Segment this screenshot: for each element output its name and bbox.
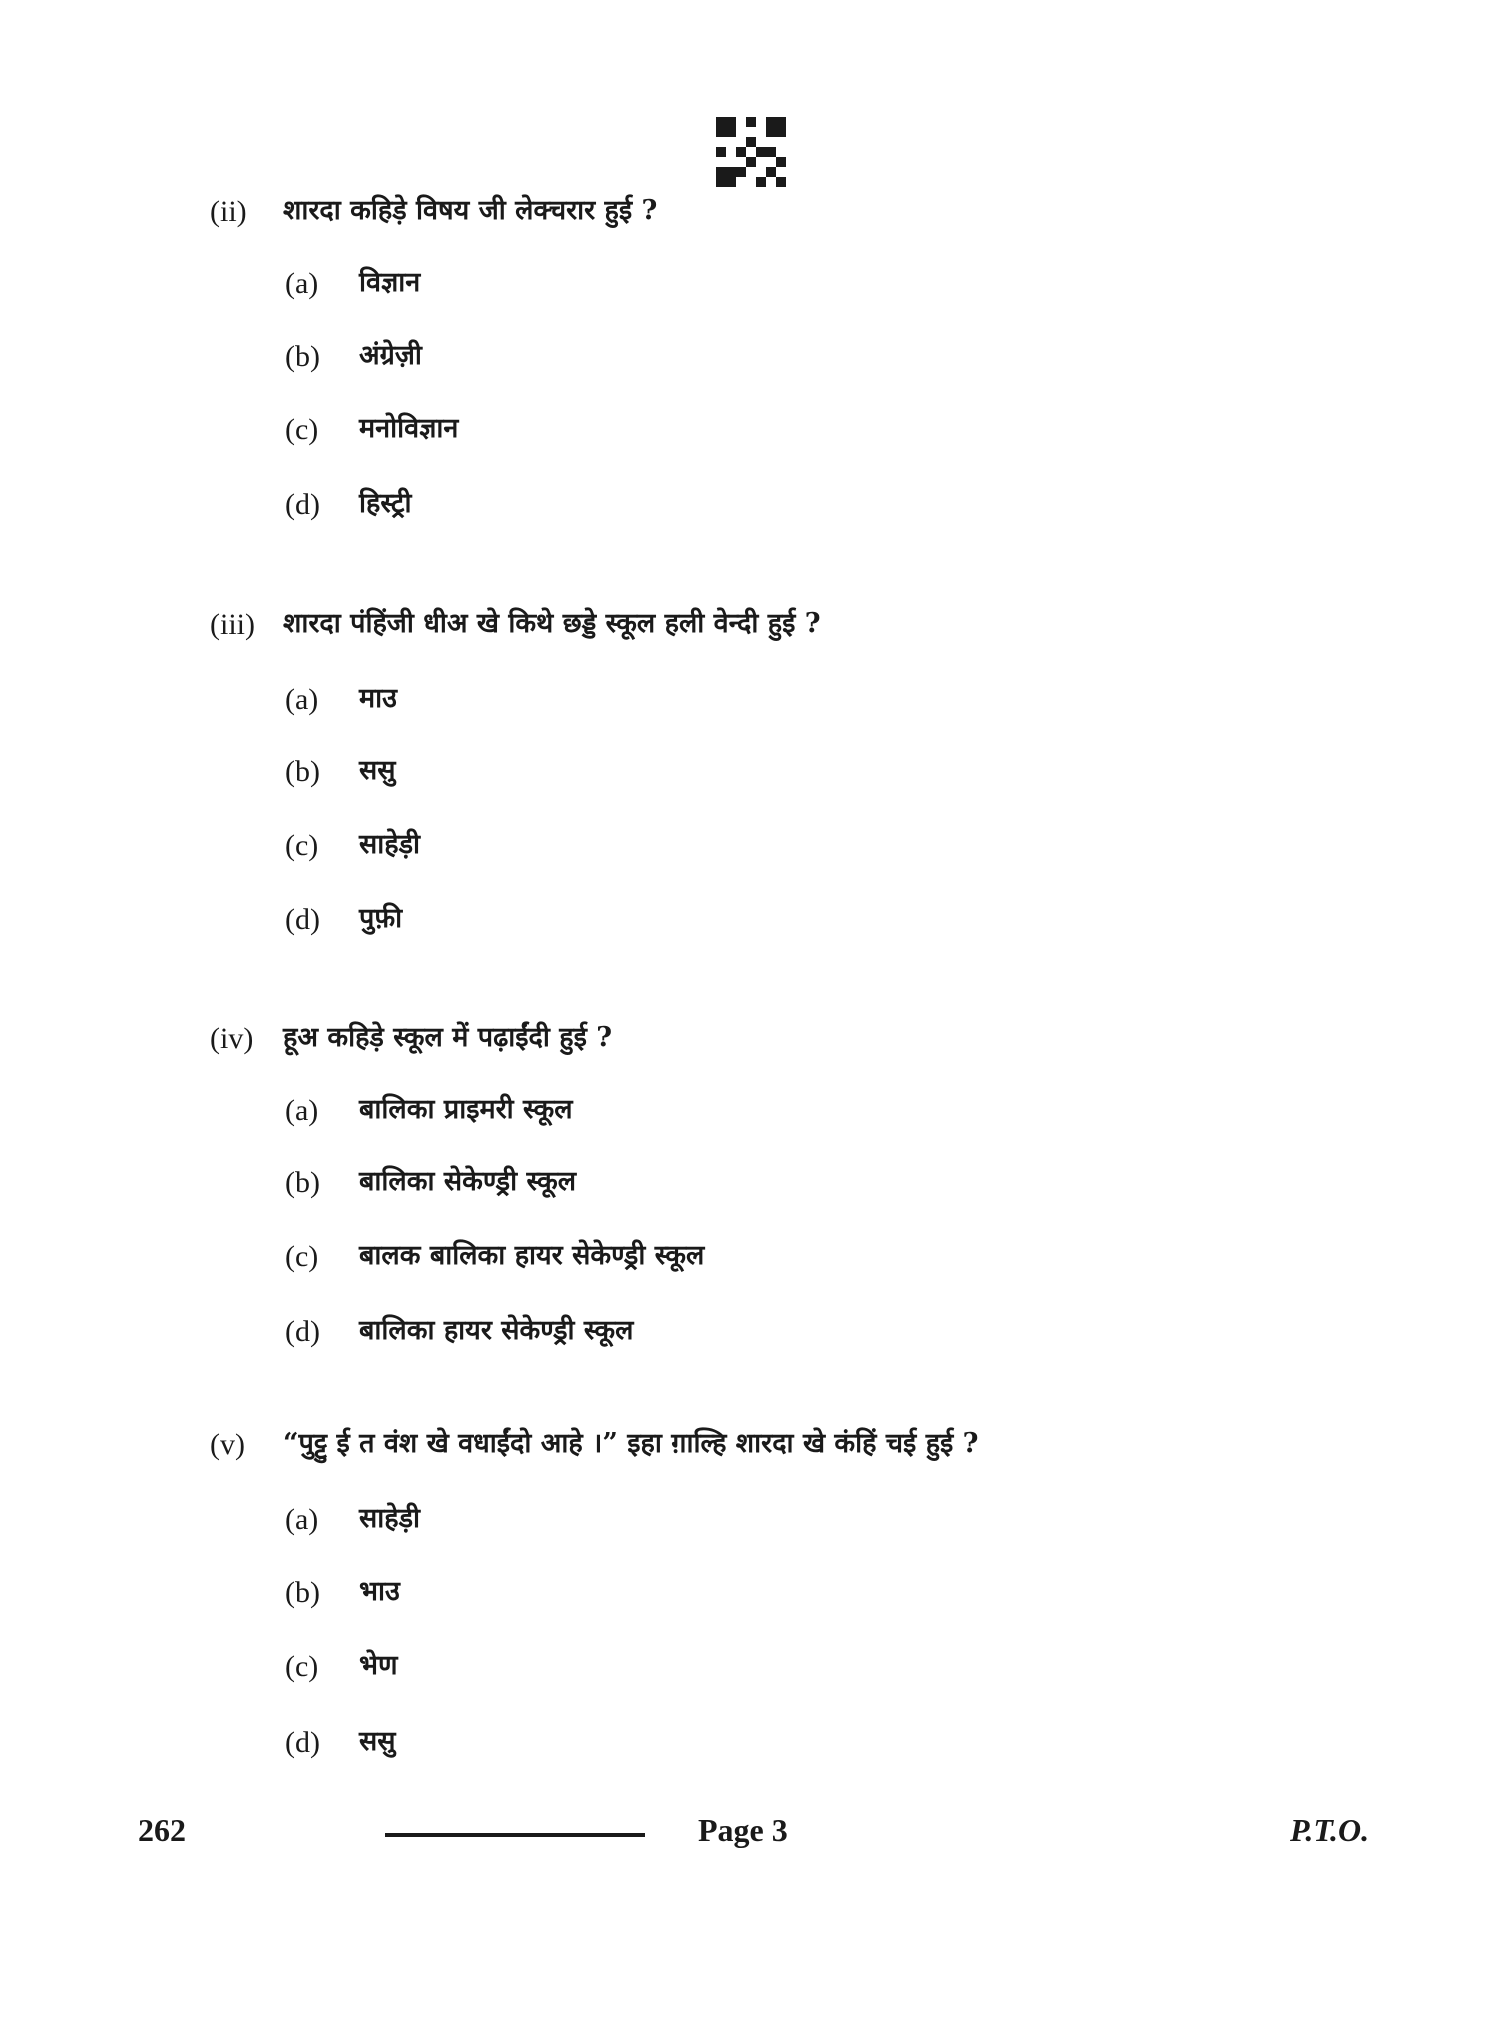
option-text: बालिका प्राइमरी स्कूल	[359, 1094, 573, 1125]
question-text: शारदा कहिड़े विषय जी लेक्चरार हुई ?	[283, 195, 658, 226]
option-text: माउ	[359, 683, 397, 714]
option-label: (b)	[285, 340, 320, 373]
option-text: भाउ	[359, 1576, 400, 1607]
option-label: (d)	[285, 903, 320, 936]
option-text: अंग्रेज़ी	[359, 340, 422, 371]
option-text: मनोविज्ञान	[359, 413, 459, 444]
option-label: (b)	[285, 1576, 320, 1609]
footer-divider	[385, 1833, 645, 1837]
option-text: हिस्ट्री	[359, 488, 412, 519]
option-label: (c)	[285, 1650, 319, 1683]
option-label: (d)	[285, 1726, 320, 1759]
option-text: विज्ञान	[359, 267, 421, 298]
option-text: भेण	[359, 1650, 398, 1681]
option-text: ससु	[359, 755, 396, 786]
option-text: पुफ़ी	[359, 903, 403, 934]
question-number: (v)	[210, 1428, 245, 1461]
option-text: बालिका हायर सेकेण्ड्री स्कूल	[359, 1315, 634, 1346]
page-number: Page 3	[698, 1812, 788, 1848]
option-label: (d)	[285, 488, 320, 521]
paper-code: 262	[138, 1812, 186, 1848]
option-label: (a)	[285, 1503, 319, 1536]
question-number: (iv)	[210, 1022, 254, 1055]
qr-code-icon	[716, 117, 786, 187]
option-text: बालिका सेकेण्ड्री स्कूल	[359, 1166, 577, 1197]
question-number: (iii)	[210, 608, 255, 641]
option-label: (d)	[285, 1315, 320, 1348]
option-text: साहेड़ी	[359, 829, 421, 860]
option-label: (a)	[285, 267, 319, 300]
option-label: (c)	[285, 1240, 319, 1273]
option-text: बालक बालिका हायर सेकेण्ड्री स्कूल	[359, 1240, 705, 1271]
option-label: (c)	[285, 413, 319, 446]
option-label: (b)	[285, 755, 320, 788]
question-text: हूअ कहिड़े स्कूल में पढ़ाईंदी हुई ?	[283, 1022, 613, 1053]
question-text: शारदा पंहिंजी धीअ खे किथे छड्डे स्कूल हली वेन्दी हुई ?	[283, 608, 821, 639]
option-text: साहेड़ी	[359, 1503, 421, 1534]
option-text: ससु	[359, 1726, 396, 1757]
option-label: (b)	[285, 1166, 320, 1199]
question-number: (ii)	[210, 195, 247, 228]
option-label: (a)	[285, 1094, 319, 1127]
option-label: (c)	[285, 829, 319, 862]
option-label: (a)	[285, 683, 319, 716]
question-text: “पुट्टु ई त वंश खे वधाईंदो आहे ।” इहा ग़ाल्हि शारदा खे कंहिं चई हुई ?	[283, 1428, 979, 1459]
pto-label: P.T.O.	[1290, 1812, 1370, 1848]
